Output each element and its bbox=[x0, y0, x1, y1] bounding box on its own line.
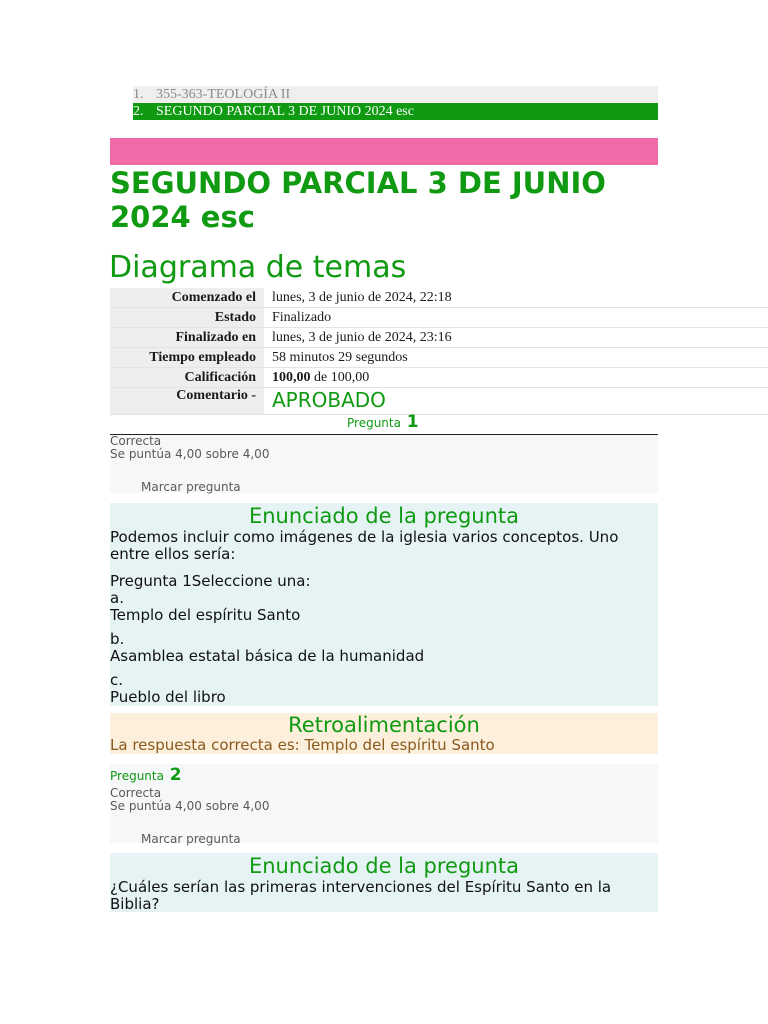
question-1-heading: Enunciado de la pregunta bbox=[248, 504, 520, 528]
question-1-info bbox=[110, 435, 658, 493]
question-2-text: ¿Cuáles serían las primeras intervenciones del Espíritu Santo en la Biblia? bbox=[110, 878, 612, 913]
section-title: Diagrama de temas bbox=[109, 250, 407, 285]
question-1-option-a[interactable]: a. Templo del espíritu Santo bbox=[110, 589, 301, 624]
summary-row-finished: Finalizado en lunes, 3 de junio de 2024, 23:16 bbox=[110, 328, 768, 348]
question-1-text: Podemos incluir como imágenes de la iglesia varios conceptos. Uno entre ellos sería: bbox=[110, 528, 619, 563]
breadcrumb-item-course[interactable]: 1. 355-363-TEOLOGÍA II bbox=[133, 86, 658, 103]
flag-question-2-link[interactable]: Marcar pregunta bbox=[141, 832, 241, 846]
question-1-option-b[interactable]: b. Asamblea estatal básica de la humanidad bbox=[110, 630, 425, 665]
question-1-feedback-panel bbox=[110, 713, 658, 754]
question-1-prompt: Pregunta 1Seleccione una: bbox=[110, 572, 311, 590]
feedback-heading: Retroalimentación bbox=[288, 713, 480, 737]
attempt-summary-table bbox=[110, 288, 768, 415]
question-2-status: Correcta bbox=[110, 786, 162, 800]
summary-row-grade: Calificación 100,00 de 100,00 bbox=[110, 368, 768, 388]
question-1-number: Pregunta 1 bbox=[347, 412, 419, 432]
question-2-panel bbox=[110, 853, 658, 912]
summary-row-state: Estado Finalizado bbox=[110, 308, 768, 328]
question-1-panel bbox=[110, 503, 658, 706]
comment-value: APROBADO bbox=[272, 388, 386, 412]
summary-row-time: Tiempo empleado 58 minutos 29 segundos bbox=[110, 348, 768, 368]
summary-row-comment: Comentario - APROBADO bbox=[110, 388, 768, 415]
header-banner bbox=[110, 138, 658, 165]
question-2-info bbox=[110, 764, 658, 846]
question-1-option-c[interactable]: c. Pueblo del libro bbox=[110, 671, 226, 706]
grade-score: 100,00 bbox=[272, 369, 311, 385]
question-2-number: Pregunta 2 bbox=[110, 765, 182, 785]
question-1-status: Correcta bbox=[110, 434, 162, 448]
feedback-text: La respuesta correcta es: Templo del espíritu Santo bbox=[110, 736, 495, 754]
page-title: SEGUNDO PARCIAL 3 DE JUNIO 2024 esc bbox=[110, 166, 606, 234]
question-1-score: Se puntúa 4,00 sobre 4,00 bbox=[110, 447, 270, 461]
summary-row-started: Comenzado el lunes, 3 de junio de 2024, 22:18 bbox=[110, 288, 768, 308]
breadcrumb bbox=[133, 86, 658, 120]
breadcrumb-item-quiz[interactable]: 2. SEGUNDO PARCIAL 3 DE JUNIO 2024 esc bbox=[133, 103, 658, 120]
flag-question-1-link[interactable]: Marcar pregunta bbox=[141, 480, 241, 494]
question-2-score: Se puntúa 4,00 sobre 4,00 bbox=[110, 799, 270, 813]
question-2-heading: Enunciado de la pregunta bbox=[248, 854, 520, 878]
